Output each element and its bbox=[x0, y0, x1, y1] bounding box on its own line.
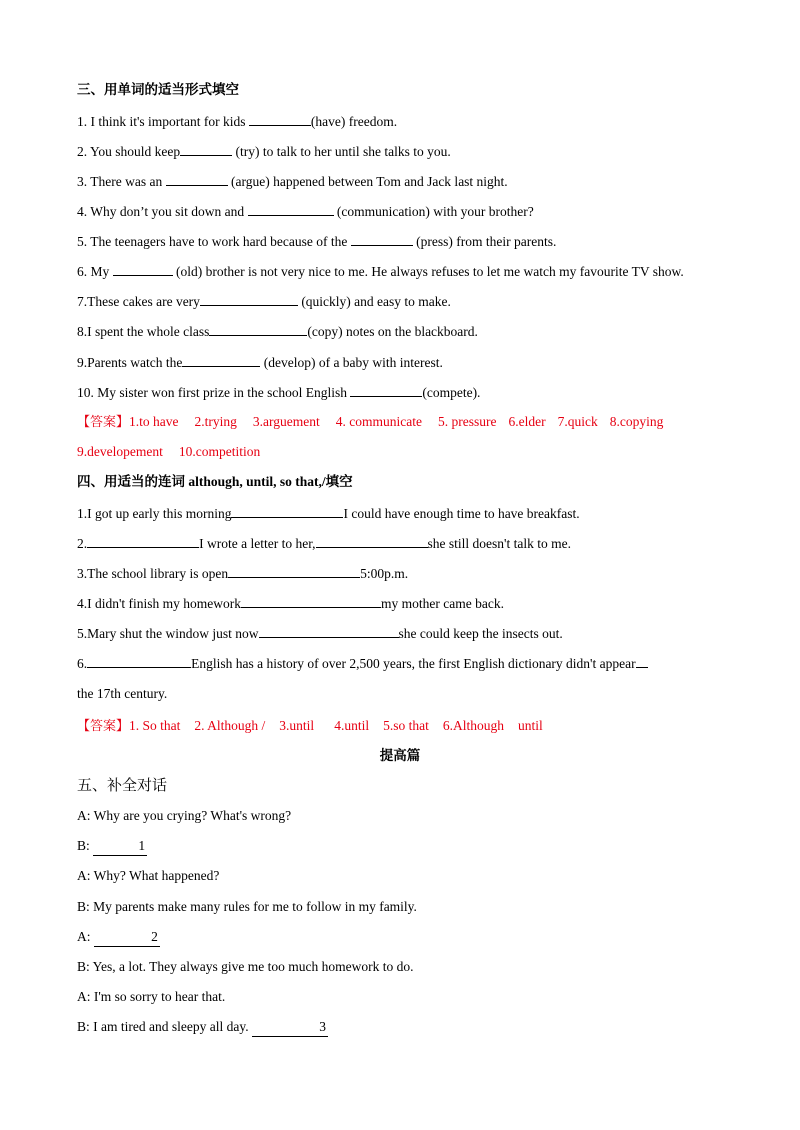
q-text: 5. The teenagers have to work hard because of the bbox=[77, 234, 351, 249]
answer-blank[interactable] bbox=[241, 593, 381, 608]
answer-item: 9.developement bbox=[77, 444, 163, 459]
q-text: 1.I got up early this morning bbox=[77, 506, 232, 521]
answer-item: 2.trying bbox=[194, 414, 237, 429]
answer-blank-numbered[interactable]: 1 bbox=[93, 837, 147, 856]
q-text: 4.I didn't finish my homework bbox=[77, 596, 242, 611]
answer-item: until bbox=[517, 718, 543, 733]
dialogue-line bbox=[77, 928, 727, 947]
q-text: 1. I think it's important for kids bbox=[77, 114, 249, 129]
q-text: (try) to talk to her until she talks to you. bbox=[232, 144, 451, 159]
answer-item: 8.copying bbox=[609, 414, 664, 429]
answer-blank[interactable] bbox=[113, 261, 173, 276]
answer-item: 5.so that bbox=[383, 718, 429, 733]
s3-question-4 bbox=[77, 201, 727, 221]
answer-item: 3.until bbox=[279, 718, 315, 733]
answer-key-label: 【答案】 bbox=[77, 719, 130, 734]
answer-blank[interactable] bbox=[231, 503, 343, 518]
q-text: 9.Parents watch the bbox=[77, 355, 183, 370]
s3-question-5 bbox=[77, 231, 727, 251]
q-text: (quickly) and easy to make. bbox=[297, 294, 451, 309]
answer-blank[interactable] bbox=[228, 563, 360, 578]
section3-title: 三、用单词的适当形式填空 bbox=[77, 82, 239, 97]
dialogue-line: A: I'm so sorry to hear that. bbox=[77, 989, 226, 1004]
s4-question-4 bbox=[77, 593, 727, 613]
q-text: 2. bbox=[77, 536, 88, 551]
answer-blank[interactable] bbox=[350, 382, 422, 397]
q-text: B: bbox=[77, 838, 94, 853]
s4-question-5 bbox=[77, 623, 727, 643]
dialogue-line: B: Yes, a lot. They always give me too much homework to do. bbox=[77, 959, 414, 974]
answer-item: 2. Although / bbox=[194, 718, 266, 733]
s3-question-10 bbox=[77, 382, 727, 402]
q-text: 8.I spent the whole class bbox=[77, 324, 210, 339]
q-text: English has a history of over 2,500 years, the first English dictionary didn't appear bbox=[191, 656, 636, 671]
answer-item: 1. So that bbox=[129, 718, 181, 733]
answer-blank-numbered[interactable]: 3 bbox=[252, 1018, 328, 1037]
s3-question-9 bbox=[77, 352, 727, 372]
advanced-section-title: 提高篇 bbox=[379, 748, 421, 763]
q-text: (communication) with your brother? bbox=[333, 204, 534, 219]
answer-blank[interactable] bbox=[200, 291, 298, 306]
q-text: 5:00p.m. bbox=[360, 566, 409, 581]
q-text: B: I am tired and sleepy all day. bbox=[77, 1019, 252, 1034]
q-text: my mother came back. bbox=[381, 596, 504, 611]
s4-question-6-continued: the 17th century. bbox=[77, 686, 168, 701]
answer-blank[interactable] bbox=[316, 533, 428, 548]
dialogue-line bbox=[77, 1018, 727, 1037]
answer-blank[interactable] bbox=[248, 201, 334, 216]
answer-blank[interactable] bbox=[166, 171, 228, 186]
q-text: A: bbox=[77, 929, 94, 944]
q-text: (argue) happened between Tom and Jack last night. bbox=[227, 174, 508, 189]
answer-blank[interactable] bbox=[351, 231, 413, 246]
s3-question-8 bbox=[77, 321, 727, 341]
s3-answers-line-2 bbox=[77, 443, 727, 461]
q-text: I wrote a letter to her, bbox=[199, 536, 316, 551]
s4-question-6 bbox=[77, 653, 727, 673]
q-text: 5.Mary shut the window just now bbox=[77, 626, 259, 641]
section5-title: 五、补全对话 bbox=[77, 776, 168, 794]
q-text: (old) brother is not very nice to me. He always refuses to let me watch my favourite TV show. bbox=[172, 264, 684, 279]
answer-blank[interactable] bbox=[249, 111, 311, 126]
s4-question-1 bbox=[77, 503, 727, 523]
q-text: (have) freedom. bbox=[310, 114, 398, 129]
s4-question-2 bbox=[77, 533, 727, 553]
q-text: 7.These cakes are very bbox=[77, 294, 200, 309]
q-text: 6. My bbox=[77, 264, 113, 279]
answer-blank[interactable] bbox=[636, 653, 648, 668]
s4-question-3 bbox=[77, 563, 727, 583]
answer-item: 5. pressure bbox=[437, 414, 497, 429]
section4-title: 四、用适当的连词 although, until, so that,/填空 bbox=[77, 474, 353, 489]
dialogue-line: B: My parents make many rules for me to follow in my family. bbox=[77, 899, 417, 914]
s3-question-6 bbox=[77, 261, 727, 281]
dialogue-line bbox=[77, 837, 727, 856]
answer-item: 3.arguement bbox=[252, 414, 320, 429]
q-text: she still doesn't talk to me. bbox=[427, 536, 571, 551]
q-text: (copy) notes on the blackboard. bbox=[307, 324, 478, 339]
answer-blank-numbered[interactable]: 2 bbox=[94, 928, 160, 947]
dialogue-line: A: Why are you crying? What's wrong? bbox=[77, 808, 292, 823]
s3-question-2 bbox=[77, 141, 727, 161]
s3-answers-line-1 bbox=[77, 413, 727, 432]
s3-question-7 bbox=[77, 291, 727, 311]
q-text: (compete). bbox=[422, 385, 481, 400]
answer-item: 1.to have bbox=[129, 414, 179, 429]
s3-question-1 bbox=[77, 111, 727, 131]
answer-blank[interactable] bbox=[87, 533, 199, 548]
q-text: (press) from their parents. bbox=[412, 234, 557, 249]
answer-item: 4. communicate bbox=[335, 414, 422, 429]
s3-question-3 bbox=[77, 171, 727, 191]
answer-blank[interactable] bbox=[180, 141, 232, 156]
q-text: I could have enough time to have breakfast. bbox=[343, 506, 580, 521]
answer-blank[interactable] bbox=[209, 321, 307, 336]
s4-answers bbox=[77, 717, 727, 736]
answer-item: 10.competition bbox=[178, 444, 261, 459]
dialogue-line: A: Why? What happened? bbox=[77, 868, 220, 883]
q-text: 2. You should keep bbox=[77, 144, 181, 159]
answer-key-label: 【答案】 bbox=[77, 415, 130, 430]
q-text: (develop) of a baby with interest. bbox=[260, 355, 443, 370]
answer-item: 6.Although bbox=[442, 718, 504, 733]
q-text: 6. bbox=[77, 656, 88, 671]
answer-item: 6.elder bbox=[508, 414, 546, 429]
answer-item: 4.until bbox=[334, 718, 370, 733]
q-text: 10. My sister won first prize in the school English bbox=[77, 385, 351, 400]
q-text: she could keep the insects out. bbox=[398, 626, 563, 641]
q-text: 3.The school library is open bbox=[77, 566, 229, 581]
answer-blank[interactable] bbox=[182, 352, 260, 367]
answer-item: 7.quick bbox=[557, 414, 598, 429]
answer-blank[interactable] bbox=[87, 653, 191, 668]
answer-blank[interactable] bbox=[259, 623, 399, 638]
q-text: 4. Why don’t you sit down and bbox=[77, 204, 248, 219]
q-text: 3. There was an bbox=[77, 174, 166, 189]
